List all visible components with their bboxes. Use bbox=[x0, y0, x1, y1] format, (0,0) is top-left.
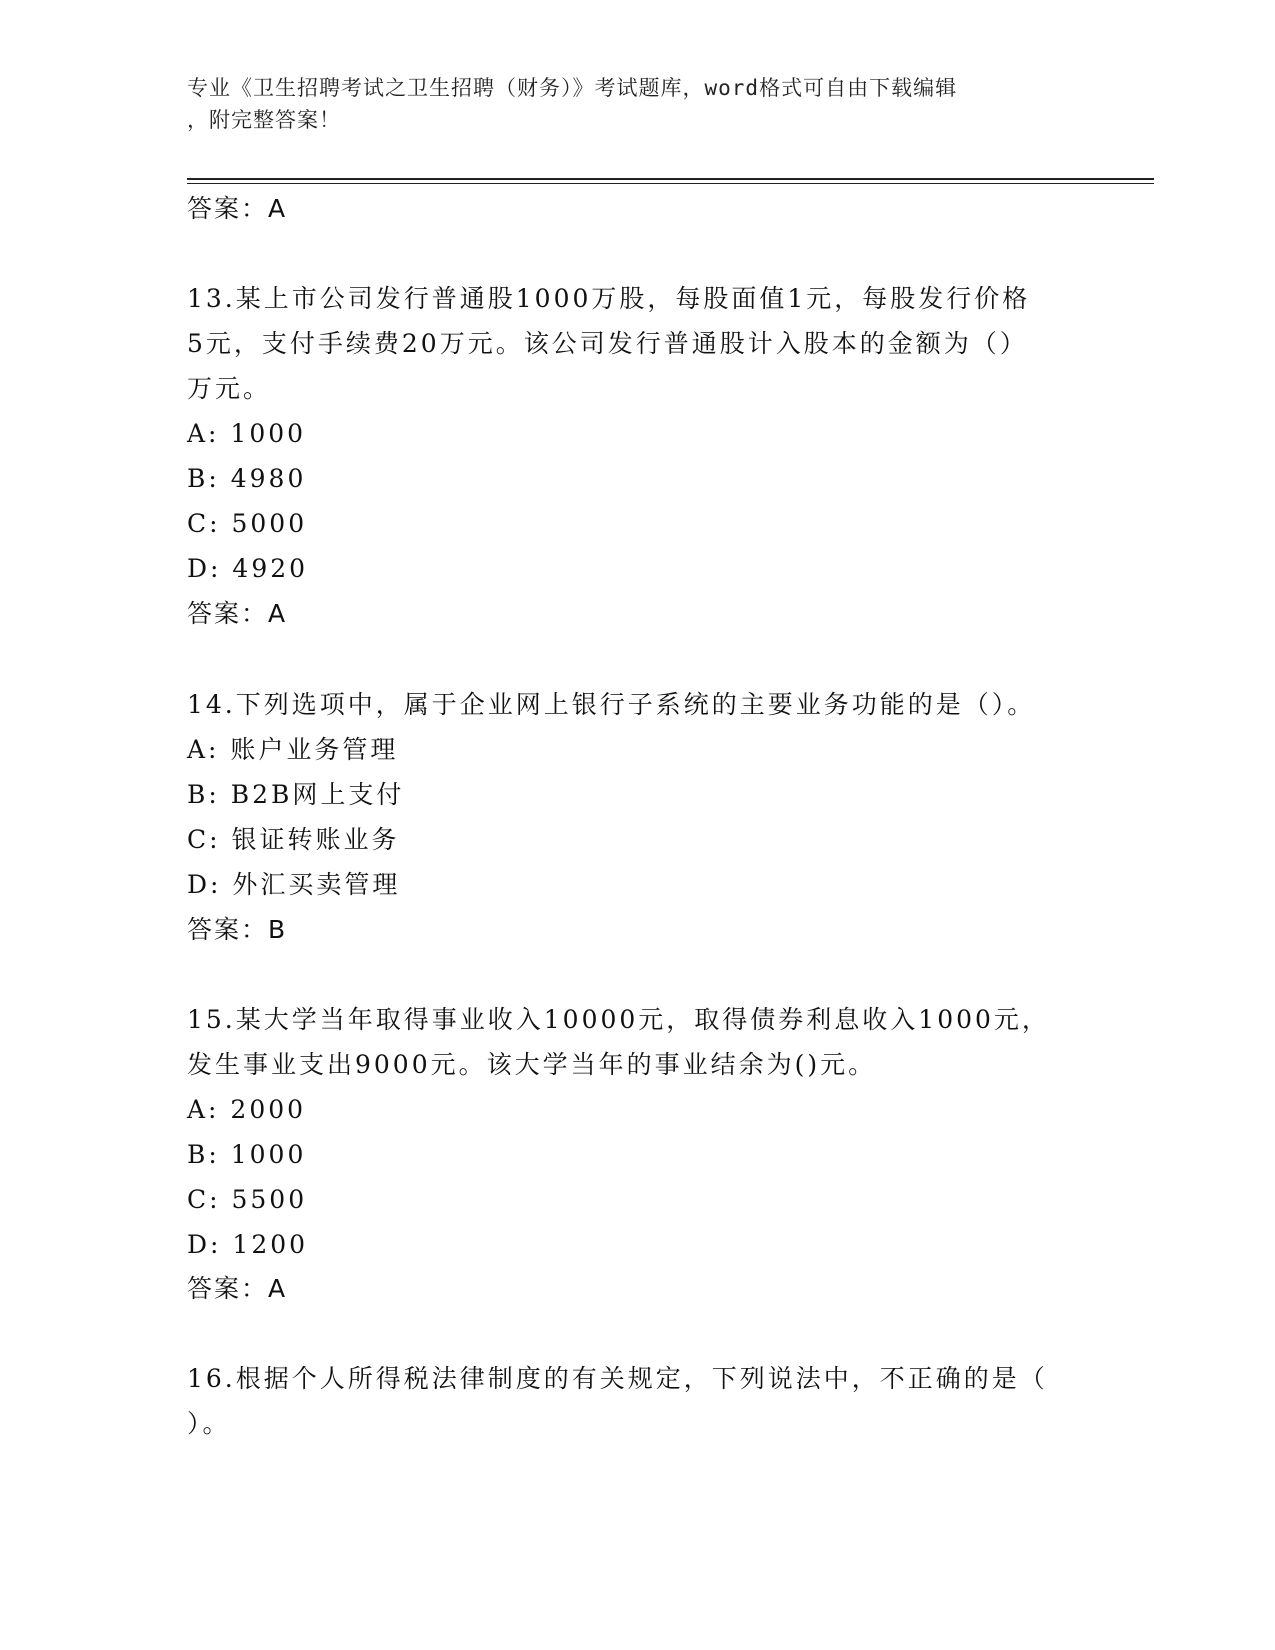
question-13-option-a: A: 1000 bbox=[187, 419, 307, 448]
question-15-option-d: D: 1200 bbox=[187, 1230, 309, 1259]
question-15-option-b: B: 1000 bbox=[187, 1140, 307, 1169]
header-line-2: ，附完整答案！ bbox=[187, 108, 341, 132]
header-rule-thin bbox=[187, 183, 1154, 184]
question-14-option-a: A: 账户业务管理 bbox=[187, 735, 399, 764]
question-13-answer: 答案：A bbox=[187, 599, 288, 628]
question-14-option-b: B: B2B网上支付 bbox=[187, 780, 405, 809]
question-13-option-c: C: 5000 bbox=[187, 509, 308, 538]
question-13-option-d: D: 4920 bbox=[187, 554, 309, 583]
document-header bbox=[187, 72, 1067, 136]
question-13-text-line-3: 万元。 bbox=[187, 374, 272, 403]
question-14-text-line-1: 14.下列选项中，属于企业网上银行子系统的主要业务功能的是（）。 bbox=[187, 690, 1036, 719]
header-line-1: 专业《卫生招聘考试之卫生招聘（财务）》考试题库，word格式可自由下载编辑 bbox=[187, 76, 958, 100]
question-14-answer: 答案：B bbox=[187, 915, 288, 944]
question-14-option-d: D: 外汇买卖管理 bbox=[187, 870, 401, 899]
question-13-option-b: B: 4980 bbox=[187, 464, 307, 493]
question-15-answer: 答案：A bbox=[187, 1274, 288, 1303]
previous-answer: 答案：A bbox=[187, 194, 288, 223]
question-16-text-line-2: ）。 bbox=[187, 1409, 231, 1438]
question-15-text-line-2: 发生事业支出9000元。该大学当年的事业结余为()元。 bbox=[187, 1050, 877, 1079]
header-rule-thick bbox=[187, 178, 1154, 180]
question-15-text-line-1: 15.某大学当年取得事业收入10000元，取得债券利息收入1000元， bbox=[187, 1005, 1050, 1034]
question-14-option-c: C: 银证转账业务 bbox=[187, 825, 400, 854]
question-15-option-c: C: 5500 bbox=[187, 1185, 308, 1214]
question-16-text-line-1: 16.根据个人所得税法律制度的有关规定，下列说法中，不正确的是（ bbox=[187, 1364, 1048, 1393]
question-15-option-a: A: 2000 bbox=[187, 1095, 307, 1124]
question-13-text-line-1: 13.某上市公司发行普通股1000万股，每股面值1元，每股发行价格 bbox=[187, 284, 1031, 313]
question-13-text-line-2: 5元，支付手续费20万元。该公司发行普通股计入股本的金额为（） bbox=[187, 329, 1028, 358]
